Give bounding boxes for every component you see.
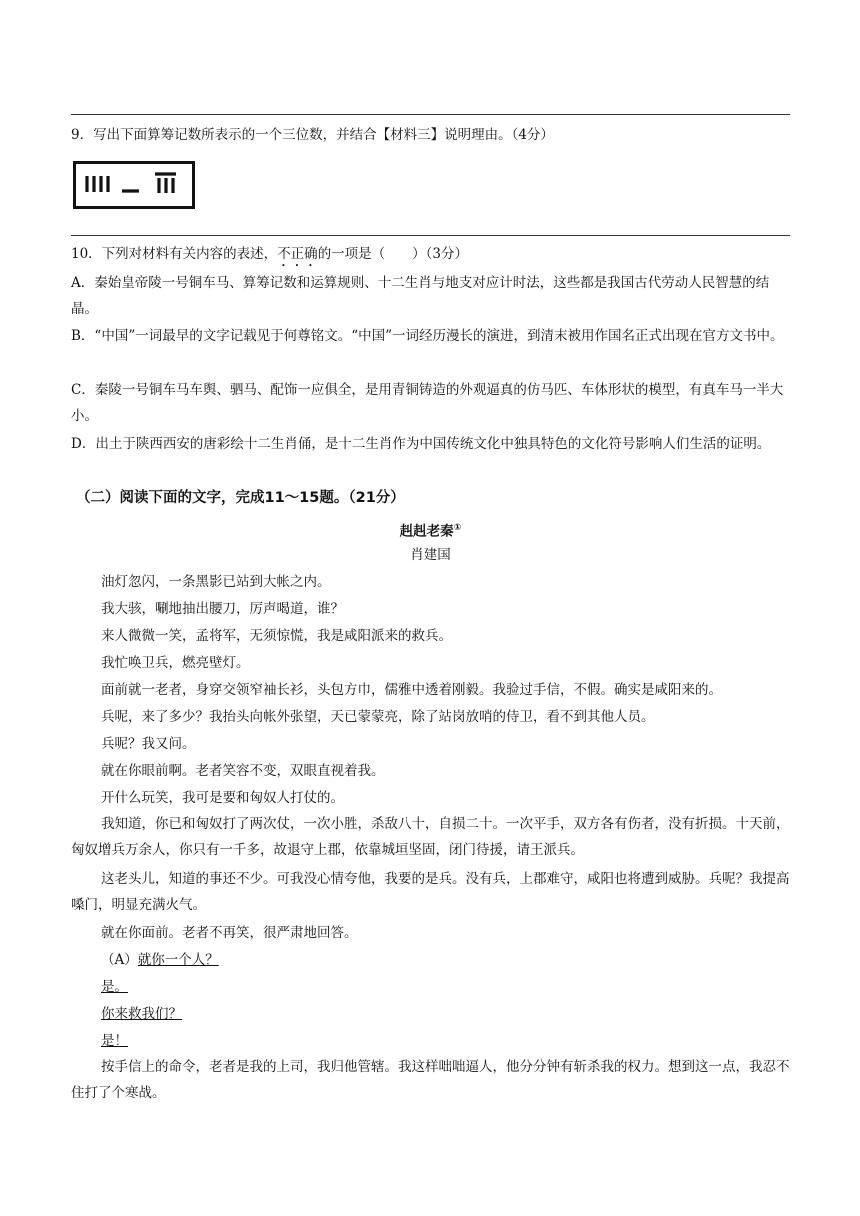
story-paragraph: 面前就一老者，身穿交领窄袖长衫，头包方巾，儒雅中透着刚毅。我验过手信，不假。确实是咸阳来的。 (101, 682, 722, 698)
counting-rods-icon (76, 164, 192, 206)
story-paragraph: 按手信上的命令，老者是我的上司，我归他管辖。我这样咄咄逼人，他分分钟有斩杀我的权力。想到这一点，我忍不住打了个寒战。 (71, 1059, 790, 1101)
question-9: 9．写出下面算筹记数所表示的一个三位数，并结合【材料三】说明理由。（4分） (71, 127, 554, 143)
question-10: 10．下列对材料有关内容的表述，不正确的一项是（ ）（3分） (71, 246, 469, 262)
story-paragraph: 开什么玩笑，我可是要和匈奴人打仗的。 (101, 790, 344, 806)
underlined-line: 你来救我们？ (101, 1006, 182, 1022)
story-paragraph: 我知道，你已和匈奴打了两次仗，一次小胜，杀敌八十，自损二十。一次平手，双方各有伤者，没有折损。十天前，匈奴增兵万余人，你只有一千多，故退守上郡，依靠城垣坚固，闭门待援，请王派兵。 (71, 816, 790, 858)
underlined-line: 是！ (101, 1033, 128, 1049)
story-paragraph: 就在你面前。老者不再笑，很严肃地回答。 (101, 925, 358, 941)
story-paragraph: 油灯忽闪，一条黑影已站到大帐之内。 (101, 574, 331, 590)
story-paragraph: 兵呢？我又问。 (101, 736, 196, 752)
story-paragraph: 我大骇，唰地抽出腰刀，厉声喝道，谁？ (101, 601, 344, 617)
answer-line (71, 114, 790, 115)
story-paragraph: 兵呢，来了多少？我抬头向帐外张望，天已蒙蒙亮，除了站岗放哨的侍卫，看不到其他人员。 (101, 709, 655, 725)
option-d: D．出土于陕西西安的唐彩绘十二生肖俑，是十二生肖作为中国传统文化中独具特色的文化符号影响人们生活的证明。 (71, 436, 771, 452)
passage-label: （A） (101, 952, 138, 968)
option-a: A．秦始皇帝陵一号铜车马、算筹记数和运算规则、十二生肖与地支对应计时法，这些都是我国古代劳动人民智慧的结晶。 (71, 275, 770, 317)
option-b: B．“中国”一词最早的文字记载见于何尊铭文。“中国”一词经历漫长的演进，到清末被用作国名正式出现在官方文书中。 (71, 328, 784, 344)
story-paragraph: 我忙唤卫兵，燃亮壁灯。 (101, 655, 250, 671)
counting-rods-image (73, 161, 195, 209)
story-paragraph: 来人微微一笑，孟将军，无须惊慌，我是咸阳派来的救兵。 (101, 628, 452, 644)
story-paragraph: 就在你眼前啊。老者笑容不变，双眼直视着我。 (101, 763, 385, 779)
author: 肖建国 (410, 547, 451, 563)
story-paragraph: 这老头儿，知道的事还不少。可我没心情夸他，我要的是兵。没有兵，上郡难守，咸阳也将遭到威胁。兵呢？我提高嗓门，明显充满火气。 (71, 871, 790, 913)
footnote-mark: ① (453, 523, 462, 533)
story-title: 赳赳老秦① (399, 523, 462, 540)
underlined-passage-a: （A）就你一个人？ (101, 952, 219, 968)
section-heading: （二）阅读下面的文字，完成11～15题。（21分） (76, 490, 405, 506)
answer-line (71, 235, 790, 236)
emphasis-text: 不正确 (277, 246, 318, 262)
option-c: C．秦陵一号铜车马车舆、驷马、配饰一应俱全，是用青铜铸造的外观逼真的仿马匹、车体形状的模型，有真车马一半大小。 (71, 382, 784, 424)
underlined-line: 是。 (101, 979, 128, 995)
